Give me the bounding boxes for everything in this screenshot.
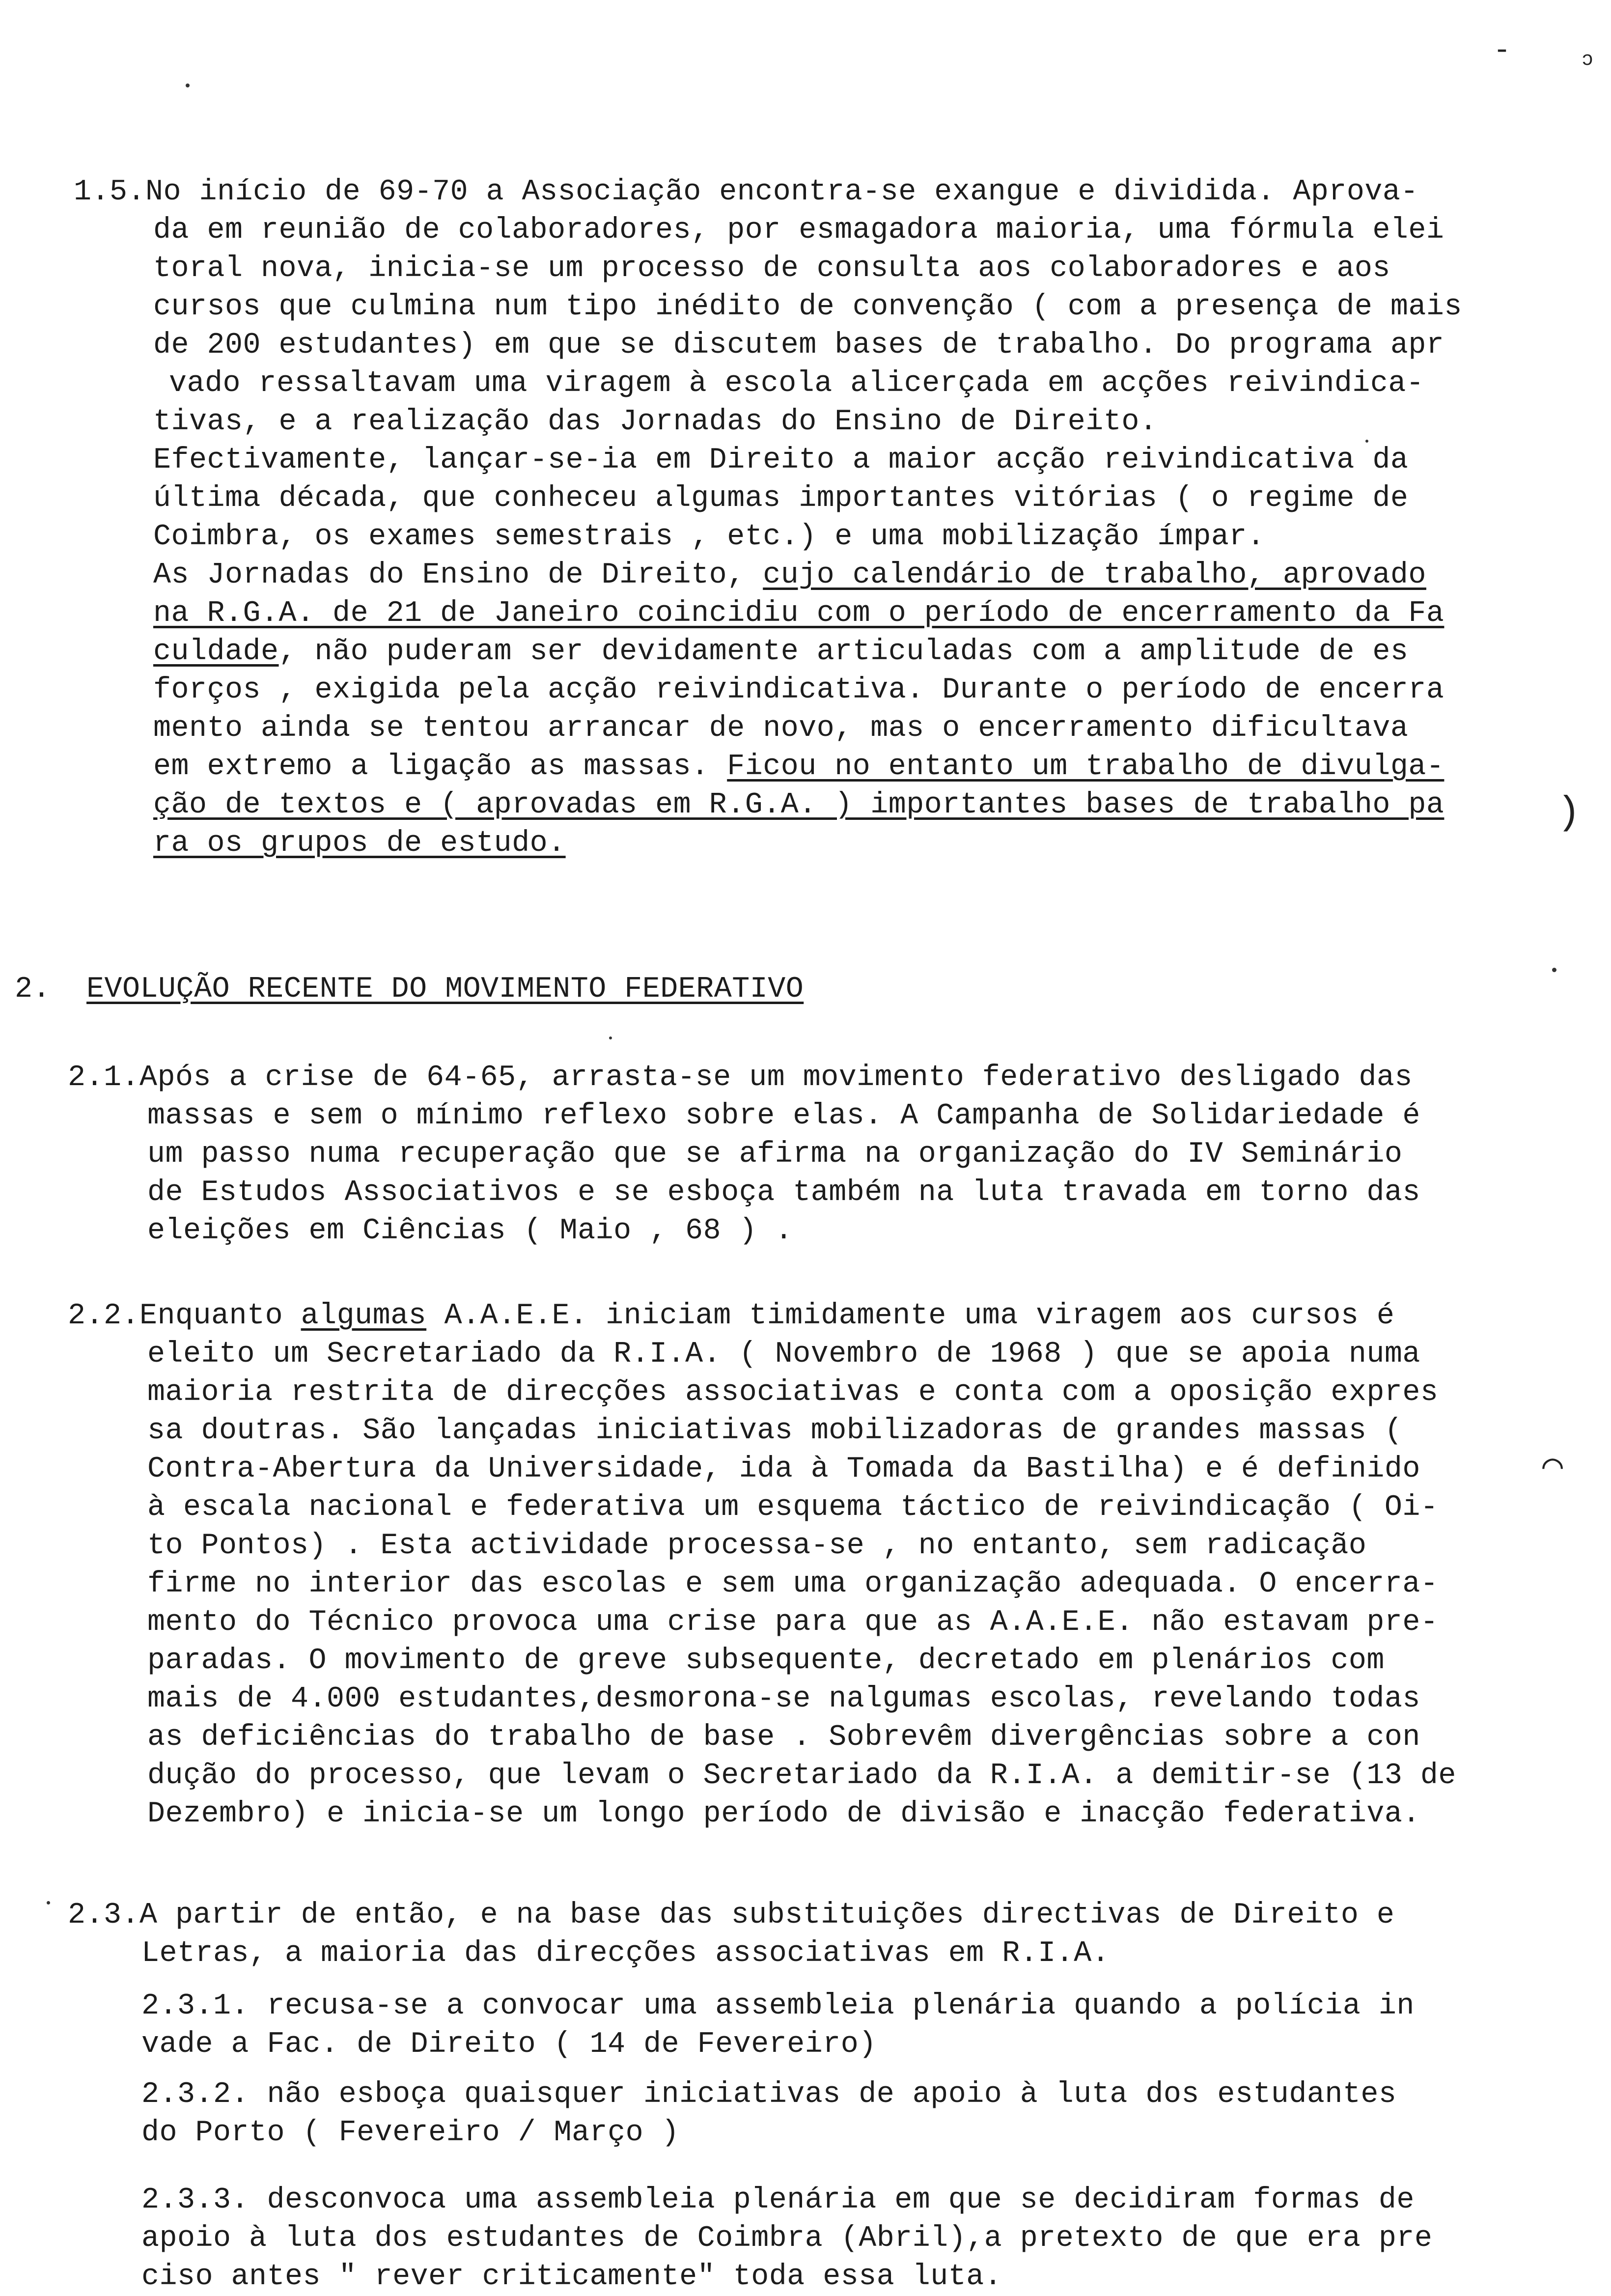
s2-2-line-13: dução do processo, que levam o Secretariado da R.I.A. a demitir-se (13 de xyxy=(147,1759,1456,1792)
scan-speck xyxy=(1365,440,1368,443)
s1-5-line-16-underlined: Ficou no entanto um trabalho de divulga- xyxy=(727,750,1444,784)
scan-speck xyxy=(186,84,190,87)
heading-section-2 xyxy=(15,970,804,1008)
s2-2-line-9: mento do Técnico provoca uma crise para que as A.A.E.E. não estavam pre- xyxy=(147,1606,1439,1639)
s1-5-line-9: última década, que conheceu algumas importantes vitórias ( o regime de xyxy=(153,482,1409,515)
s1-5-line-8: Efectivamente, lançar-se-ia em Direito a maior acção reivindicativa da xyxy=(153,444,1409,477)
s2-2-line-8: firme no interior das escolas e sem uma organização adequada. O encerra- xyxy=(147,1568,1439,1601)
scan-speck xyxy=(47,1901,50,1904)
s2-3-line-2: Letras, a maioria das direcções associativas em R.I.A. xyxy=(141,1937,1110,1970)
s2-2-line-11: mais de 4.000 estudantes,desmorona-se nalgumas escolas, revelando todas xyxy=(147,1682,1420,1716)
s1-5-line-13 xyxy=(153,633,1408,671)
s1-5-line-2: da em reunião de colaboradores, por esmagadora maioria, uma fórmula elei xyxy=(153,214,1444,247)
corner-dash-mark: - xyxy=(1493,34,1511,68)
s1-5-line-10: Coimbra, os exames semestrais , etc.) e uma mobilização ímpar. xyxy=(153,520,1265,554)
s2-3-1-line-2: vade a Fac. de Direito ( 14 de Fevereiro) xyxy=(141,2028,877,2061)
s1-5-line-5: de 200 estudantes) em que se discutem bases de trabalho. Do programa apr xyxy=(153,329,1444,362)
s2-2-line-2: eleito um Secretariado da R.I.A. ( Novembro de 1968 ) que se apoia numa xyxy=(147,1338,1420,1371)
s2-3-3-line-3: ciso antes " rever criticamente" toda essa luta. xyxy=(141,2260,1002,2294)
s2-1-line-4: de Estudos Associativos e se esboça também na luta travada em torno das xyxy=(147,1176,1420,1209)
scan-speck xyxy=(609,1036,612,1039)
s2-1-line-1: 2.1.Após a crise de 64-65, arrasta-se um movimento federativo desligado das xyxy=(68,1061,1413,1094)
corner-small-mark: ɔ xyxy=(1582,49,1594,71)
s1-5-line-15: mento ainda se tentou arrancar de novo, mas o encerramento dificultava xyxy=(153,712,1409,745)
s1-5-line-17: ção de textos e ( aprovadas em R.G.A. ) importantes bases de trabalho pa xyxy=(153,788,1444,822)
s1-5-line-3: toral nova, inicia-se um processo de consulta aos colaboradores e aos xyxy=(153,252,1390,285)
s2-2-line-1-a: 2.2.Enquanto xyxy=(68,1299,301,1333)
s2-2-line-4: sa doutras. São lançadas iniciativas mobilizadoras de grandes massas ( xyxy=(147,1414,1403,1448)
s2-3-1-line-1: 2.3.1. recusa-se a convocar uma assembleia plenária quando a polícia in xyxy=(141,1989,1415,2023)
s1-5-line-4: cursos que culmina num tipo inédito de convenção ( com a presença de mais xyxy=(153,290,1462,324)
s2-3-2-line-2: do Porto ( Fevereiro / Março ) xyxy=(141,2116,680,2150)
s1-5-line-16 xyxy=(153,748,1444,786)
s2-2-line-14: Dezembro) e inicia-se um longo período de divisão e inacção federativa. xyxy=(147,1797,1420,1831)
s2-1-line-3: um passo numa recuperação que se afirma na organização do IV Seminário xyxy=(147,1138,1403,1171)
margin-bracket-mark: ) xyxy=(1557,791,1581,836)
s2-2-line-5: Contra-Abertura da Universidade, ida à Tomada da Bastilha) e é definido xyxy=(147,1453,1420,1486)
s2-1-line-2: massas e sem o mínimo reflexo sobre elas. A Campanha de Solidariedade é xyxy=(147,1099,1420,1133)
s2-3-3-line-1: 2.3.3. desconvoca uma assembleia plenária em que se decidiram formas de xyxy=(141,2184,1415,2217)
s1-5-line-18: ra os grupos de estudo. xyxy=(153,827,566,860)
s1-5-line-11-underlined: cujo calendário de trabalho, aprovado xyxy=(763,559,1426,592)
s1-5-line-16-a: em extremo a ligação as massas. xyxy=(153,750,727,784)
s2-2-line-1 xyxy=(68,1297,1394,1335)
s2-3-line-1: 2.3.A partir de então, e na base das substituições directivas de Direito e xyxy=(68,1899,1395,1932)
s1-5-line-13-underlined: culdade xyxy=(153,635,279,669)
s2-2-line-7: to Pontos) . Esta actividade processa-se , no entanto, sem radicação xyxy=(147,1529,1367,1563)
s1-5-line-6: vado ressaltavam uma viragem à escola alicerçada em acções reivindica- xyxy=(169,367,1424,400)
heading-2-number: 2. xyxy=(15,973,51,1006)
s2-2-line-1-c: A.A.E.E. iniciam timidamente uma viragem aos cursos é xyxy=(426,1299,1395,1333)
s1-5-line-12: na R.G.A. de 21 de Janeiro coincidiu com o período de encerramento da Fa xyxy=(153,597,1444,630)
s2-2-line-3: maioria restrita de direcções associativas e conta com a oposição expres xyxy=(147,1376,1439,1409)
s1-5-line-14: forços , exigida pela acção reivindicativa. Durante o período de encerra xyxy=(153,673,1444,707)
s1-5-line-1: 1.5.No início de 69-70 a Associação encontra-se exangue e dividida. Aprova- xyxy=(74,175,1418,209)
s1-5-line-13-b: , não puderam ser devidamente articuladas com a amplitude de es xyxy=(278,635,1409,669)
s2-3-3-line-2: apoio à luta dos estudantes de Coimbra (Abril),a pretexto de que era pre xyxy=(141,2222,1433,2255)
heading-2-title: EVOLUÇÃO RECENTE DO MOVIMENTO FEDERATIVO xyxy=(86,973,804,1006)
s2-2-line-10: paradas. O movimento de greve subsequente, decretado em plenários com xyxy=(147,1644,1385,1678)
margin-arc-mark: ⌒ xyxy=(1542,1448,1563,1487)
s1-5-line-11-a: As Jornadas do Ensino de Direito, xyxy=(153,559,763,592)
s1-5-line-7: tivas, e a realização das Jornadas do Ensino de Direito. xyxy=(153,405,1158,439)
s2-2-line-6: à escala nacional e federativa um esquema táctico de reivindicação ( Oi- xyxy=(147,1491,1439,1524)
s2-3-2-line-1: 2.3.2. não esboça quaisquer iniciativas de apoio à luta dos estudantes xyxy=(141,2078,1397,2111)
s2-2-line-12: as deficiências do trabalho de base . Sobrevêm divergências sobre a con xyxy=(147,1721,1420,1754)
s2-2-line-1-underlined: algumas xyxy=(301,1299,427,1333)
s2-1-line-5: eleições em Ciências ( Maio , 68 ) . xyxy=(147,1214,793,1248)
scan-speck xyxy=(1552,968,1556,972)
s1-5-line-11 xyxy=(153,556,1426,594)
